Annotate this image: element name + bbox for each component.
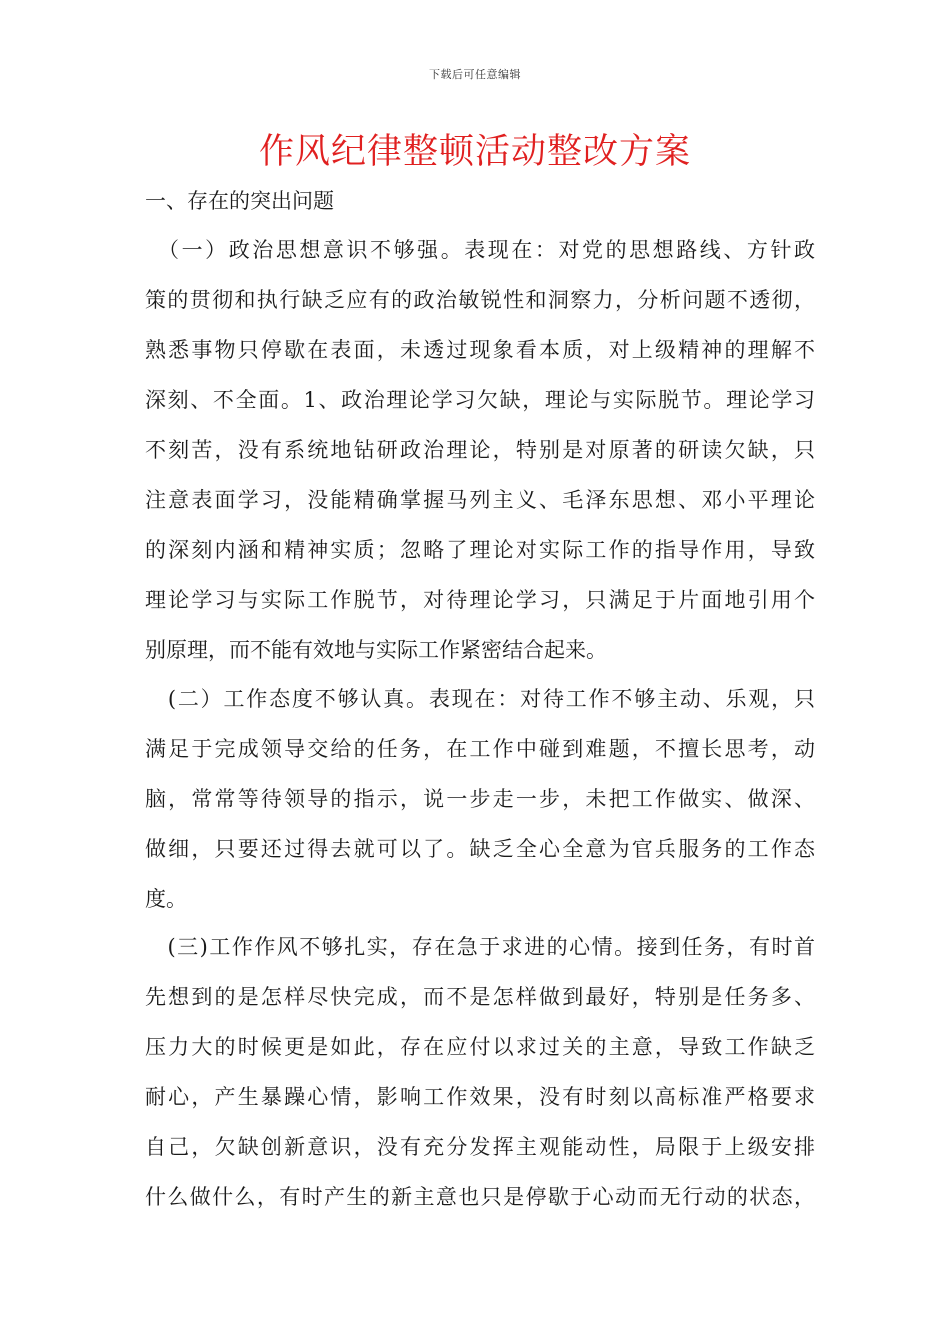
paragraph-line: 先想到的是怎样尽快完成，而不是怎样做到最好，特别是任务多、 <box>145 985 815 1009</box>
paragraph-line: 脑，常常等待领导的指示，说一步走一步，未把工作做实、做深、 <box>145 787 815 811</box>
paragraph-line: 熟悉事物只停歇在表面，未透过现象看本质，对上级精神的理解不 <box>145 338 815 362</box>
paragraph-line: 注意表面学习，没能精确掌握马列主义、毛泽东思想、邓小平理论 <box>145 488 815 512</box>
section-heading: 一、存在的突出问题 <box>145 189 334 213</box>
paragraph-line: 的深刻内涵和精神实质；忽略了理论对实际工作的指导作用，导致 <box>145 538 815 562</box>
paragraph-line: 自己，欠缺创新意识，没有充分发挥主观能动性，局限于上级安排 <box>145 1135 815 1159</box>
paragraph-line: 别原理，而不能有效地与实际工作紧密结合起来。 <box>145 638 607 662</box>
paragraph-line: 什么做什么，有时产生的新主意也只是停歇于心动而无行动的状态， <box>145 1185 815 1209</box>
paragraph-line: 理论学习与实际工作脱节，对待理论学习，只满足于片面地引用个 <box>145 588 815 612</box>
paragraph-line: (三)工作作风不够扎实，存在急于求进的心情。接到任务，有时首 <box>145 935 815 959</box>
paragraph-line: （一）政治思想意识不够强。表现在：对党的思想路线、方针政 <box>145 238 815 262</box>
paragraph-line: 策的贯彻和执行缺乏应有的政治敏锐性和洞察力，分析问题不透彻， <box>145 288 815 312</box>
paragraph-work-attitude <box>145 674 815 924</box>
paragraph-line: 不刻苦，没有系统地钻研政治理论，特别是对原著的研读欠缺，只 <box>145 438 815 462</box>
paragraph-line: 压力大的时候更是如此，存在应付以求过关的主意，导致工作缺乏 <box>145 1035 815 1059</box>
paragraph-political-awareness <box>145 225 815 675</box>
document-title: 作风纪律整顿活动整改方案 <box>258 132 691 172</box>
paragraph-line: (二）工作态度不够认真。表现在：对待工作不够主动、乐观，只 <box>145 687 815 711</box>
paragraph-line: 耐心，产生暴躁心情，影响工作效果，没有时刻以高标准严格要求 <box>145 1085 815 1109</box>
paragraph-line: 度。 <box>145 887 187 911</box>
paragraph-line: 做细，只要还过得去就可以了。缺乏全心全意为官兵服务的工作态 <box>145 837 815 861</box>
paragraph-work-style <box>145 922 815 1222</box>
header-note: 下载后可任意编辑 <box>429 68 521 81</box>
paragraph-line: 满足于完成领导交给的任务，在工作中碰到难题，不擅长思考，动 <box>145 737 815 761</box>
paragraph-line: 深刻、不全面。1、政治理论学习欠缺，理论与实际脱节。理论学习 <box>145 388 815 412</box>
